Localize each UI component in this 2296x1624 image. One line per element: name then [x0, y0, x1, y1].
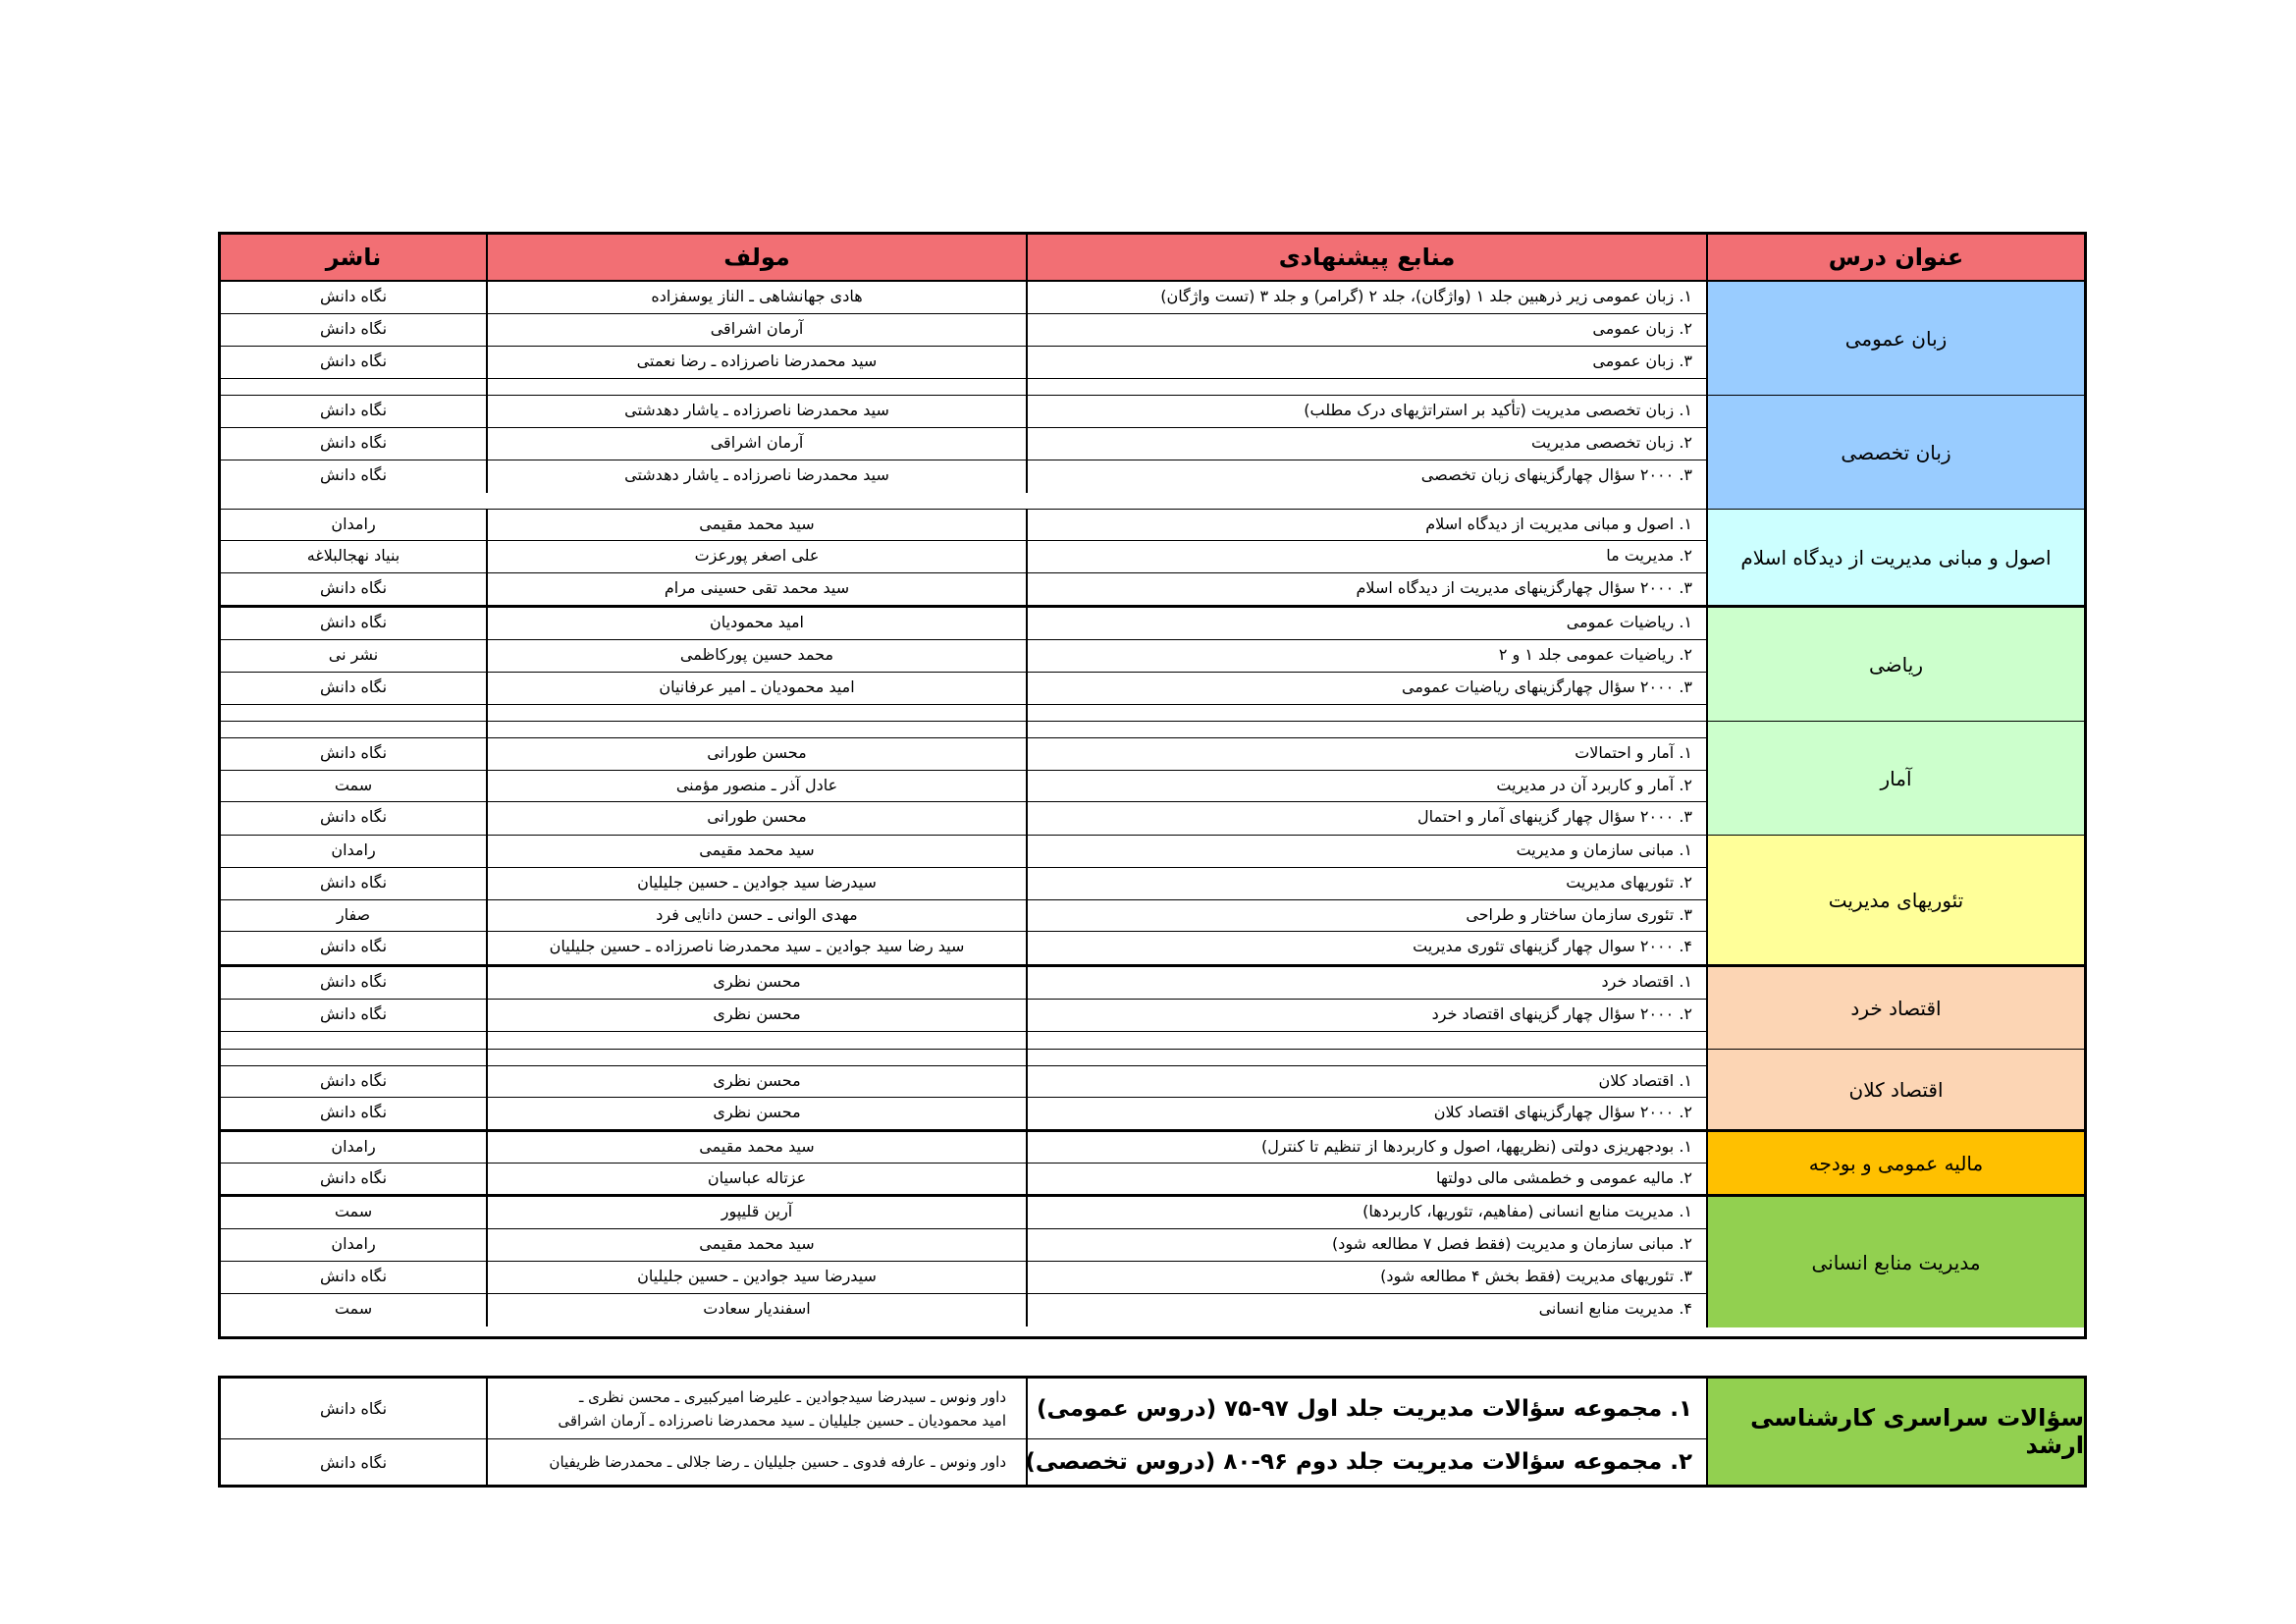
- cell-source: ۱. اصول و مبانی مدیریت از دیدگاه اسلام: [1026, 510, 1706, 540]
- cell-publisher: نگاه دانش: [319, 742, 388, 762]
- table-row: [221, 460, 1706, 493]
- table-row: [221, 673, 1706, 705]
- course-rows: [221, 722, 1706, 835]
- exam-row: [221, 1379, 1706, 1439]
- cell-author: امید محمودیان ـ امیر عرفانیان: [486, 673, 1026, 704]
- exam-table: [218, 1376, 2087, 1488]
- exam-publisher: نگاه دانش: [319, 1399, 388, 1418]
- cell-publisher: نگاه دانش: [319, 677, 388, 696]
- cell-source: ۱. اقتصاد خرد: [1026, 967, 1706, 999]
- exam-source: ۲. مجموعه سؤالات مدیریت جلد دوم ۹۶-۸۰ (دروس تخصصی): [1026, 1439, 1706, 1485]
- course-subject: زبان عمومی: [1706, 282, 2084, 395]
- course-subject: مدیریت منابع انسانی: [1706, 1197, 2084, 1327]
- cell-publisher: نگاه دانش: [319, 807, 388, 827]
- cell-source: ۳. تئوری سازمان ساختار و طراحی: [1026, 900, 1706, 932]
- cell-source: ۳. ۲۰۰۰ سؤال چهارگزینهای مدیریت از دیدگاه اسلام: [1026, 573, 1706, 605]
- sources-table: [218, 232, 2087, 1339]
- course-rows: [221, 396, 1706, 509]
- cell-author: محسن نظری: [486, 1066, 1026, 1097]
- cell-author: سید محمدرضا ناصرزاده ـ یاشار دهدشتی: [486, 460, 1026, 493]
- cell-publisher: نگاه دانش: [319, 1071, 388, 1091]
- cell-author: سیدرضا سید جوادین ـ حسین جلیلیان: [486, 1262, 1026, 1293]
- table-row: [221, 771, 1706, 803]
- course-group: [221, 722, 2084, 836]
- cell-author: سید محمد مقیمی: [486, 1229, 1026, 1261]
- empty-cell: [1026, 722, 1706, 737]
- cell-author: محمد حسین پورکاظمی: [486, 640, 1026, 672]
- empty-cell: [221, 1032, 486, 1049]
- cell-author: عزتاله عباسیان: [486, 1164, 1026, 1194]
- cell-source: ۲. ۲۰۰۰ سؤال چهار گزینهای اقتصاد خرد: [1026, 1000, 1706, 1031]
- spacer-row: [221, 379, 1706, 395]
- cell-author: سید رضا سید جوادین ـ سید محمدرضا ناصرزاده ـ حسین جلیلیان: [486, 932, 1026, 964]
- table-row: [221, 1262, 1706, 1294]
- cell-author: امید محمودیان: [486, 608, 1026, 639]
- course-group: [221, 1050, 2084, 1132]
- course-group: [221, 608, 2084, 722]
- cell-publisher: نگاه دانش: [319, 1103, 388, 1122]
- cell-author: سیدرضا سید جوادین ـ حسین جلیلیان: [486, 868, 1026, 899]
- cell-source: ۱. زبان تخصصی مدیریت (تأکید بر استراتژیهای درک مطلب): [1026, 396, 1706, 427]
- cell-author: سید محمدرضا ناصرزاده ـ رضا نعمتی: [486, 347, 1026, 378]
- cell-source: ۲. مدیریت ما: [1026, 541, 1706, 571]
- table-row: [221, 282, 1706, 314]
- course-rows: [221, 282, 1706, 395]
- table-row: [221, 1229, 1706, 1262]
- table-row: [221, 510, 1706, 541]
- course-subject: اقتصاد کلان: [1706, 1050, 2084, 1129]
- course-group: [221, 1132, 2084, 1197]
- exam-authors: [486, 1379, 1026, 1438]
- table-row: [221, 608, 1706, 640]
- table-row: [221, 836, 1706, 868]
- cell-publisher: رامدان: [331, 840, 376, 859]
- cell-publisher: نگاه دانش: [319, 972, 388, 991]
- exam-group: [221, 1379, 2084, 1485]
- course-rows: [221, 608, 1706, 721]
- empty-cell: [221, 1050, 486, 1065]
- course-rows: [221, 1197, 1706, 1327]
- spacer-row: [221, 1032, 1706, 1049]
- cell-source: ۲. زبان تخصصی مدیریت: [1026, 428, 1706, 460]
- exam-author-line: داور ونوس ـ عارفه فدوی ـ حسین جلیلیان ـ رضا جلالی ـ محمدرضا ظریفیان: [549, 1453, 1006, 1471]
- exam-source: ۱. مجموعه سؤالات مدیریت جلد اول ۹۷-۷۵ (دروس عمومی): [1026, 1379, 1706, 1438]
- cell-publisher: نشر نی: [328, 645, 379, 664]
- table-row: [221, 802, 1706, 835]
- course-subject: تئوریهای مدیریت: [1706, 836, 2084, 964]
- cell-author: علی اصغر پورعزت: [486, 541, 1026, 571]
- cell-publisher: سمت: [334, 1299, 373, 1318]
- table-row: [221, 1294, 1706, 1326]
- cell-publisher: نگاه دانش: [319, 1267, 388, 1285]
- cell-publisher: سمت: [334, 1202, 373, 1220]
- cell-publisher: نگاه دانش: [319, 577, 388, 597]
- course-subject: اقتصاد خرد: [1706, 967, 2084, 1049]
- empty-cell: [1026, 1050, 1706, 1065]
- course-subject: اصول و مبانی مدیریت از دیدگاه اسلام: [1706, 510, 2084, 605]
- exam-row: [221, 1439, 1706, 1485]
- table-row: [221, 900, 1706, 933]
- empty-cell: [221, 379, 486, 395]
- cell-publisher: نگاه دانش: [319, 465, 388, 484]
- cell-publisher: نگاه دانش: [319, 401, 388, 419]
- exam-subject: سؤالات سراسری کارشناسی ارشد: [1706, 1379, 2084, 1485]
- cell-source: ۴. مدیریت منابع انسانی: [1026, 1294, 1706, 1326]
- course-rows: [221, 510, 1706, 605]
- cell-publisher: نگاه دانش: [319, 613, 388, 631]
- cell-author: محسن طورانی: [486, 738, 1026, 770]
- cell-source: ۱. زبان عمومی زیر ذرهبین جلد ۱ (واژگان)، جلد ۲ (گرامر) و جلد ۳ (تست واژگان): [1026, 282, 1706, 313]
- cell-author: هادی جهانشاهی ـ الناز یوسفزاده: [486, 282, 1026, 313]
- cell-publisher: نگاه دانش: [319, 1004, 388, 1023]
- cell-publisher: رامدان: [331, 1137, 376, 1156]
- cell-source: ۴. ۲۰۰۰ سوال چهار گزینهای تئوری مدیریت: [1026, 932, 1706, 964]
- course-subject: ریاضی: [1706, 608, 2084, 721]
- cell-author: آرین قلیپور: [486, 1197, 1026, 1228]
- spacer-row: [221, 722, 1706, 738]
- empty-cell: [1026, 1032, 1706, 1049]
- empty-cell: [486, 705, 1026, 721]
- course-subject: زبان تخصصی: [1706, 396, 2084, 509]
- table-row: [221, 347, 1706, 379]
- empty-cell: [486, 379, 1026, 395]
- cell-author: سید محمد مقیمی: [486, 510, 1026, 540]
- cell-source: ۲. تئوریهای مدیریت: [1026, 868, 1706, 899]
- cell-source: ۳. ۲۰۰۰ سؤال چهارگزینهای ریاضیات عمومی: [1026, 673, 1706, 704]
- course-groups: [221, 282, 2084, 1327]
- cell-publisher: نگاه دانش: [319, 352, 388, 370]
- course-subject: مالیه عمومی و بودجه: [1706, 1132, 2084, 1194]
- cell-source: ۱. مدیریت منابع انسانی (مفاهیم، تئوریها، کاربردها): [1026, 1197, 1706, 1228]
- cell-author: عادل آذر ـ منصور مؤمنی: [486, 771, 1026, 802]
- cell-publisher: بنیاد نهجالبلاغه: [306, 546, 400, 566]
- cell-author: سید محمد مقیمی: [486, 1132, 1026, 1163]
- cell-source: ۳. ۲۰۰۰ سؤال چهارگزینهای زبان تخصصی: [1026, 460, 1706, 493]
- table-row: [221, 1197, 1706, 1229]
- cell-source: ۱. مبانی سازمان و مدیریت: [1026, 836, 1706, 867]
- cell-source: ۳. ۲۰۰۰ سؤال چهار گزینهای آمار و احتمال: [1026, 802, 1706, 835]
- cell-source: ۲. مبانی سازمان و مدیریت (فقط فصل ۷ مطالعه شود): [1026, 1229, 1706, 1261]
- exam-authors: [486, 1439, 1026, 1485]
- empty-cell: [1026, 705, 1706, 721]
- header-author: مولف: [486, 235, 1026, 280]
- table-row: [221, 314, 1706, 347]
- table-row: [221, 1066, 1706, 1098]
- course-rows: [221, 1050, 1706, 1129]
- table-row: [221, 967, 1706, 1000]
- cell-source: ۱. آمار و احتمالات: [1026, 738, 1706, 770]
- table-row: [221, 1098, 1706, 1129]
- header-publisher: ناشر: [325, 244, 382, 271]
- table-row: [221, 738, 1706, 771]
- course-group: [221, 967, 2084, 1050]
- table-row: [221, 573, 1706, 605]
- table-row: [221, 868, 1706, 900]
- table-row: [221, 932, 1706, 964]
- cell-source: ۱. اقتصاد کلان: [1026, 1066, 1706, 1097]
- table-row: [221, 428, 1706, 460]
- exam-author-line: داور ونوس ـ سیدرضا سیدجوادین ـ علیرضا امیرکبیری ـ محسن نظری ـ: [578, 1387, 1006, 1406]
- course-group: [221, 836, 2084, 967]
- empty-cell: [486, 1032, 1026, 1049]
- cell-publisher: نگاه دانش: [319, 872, 388, 892]
- course-rows: [221, 836, 1706, 964]
- cell-author: محسن طورانی: [486, 802, 1026, 835]
- cell-source: ۲. آمار و کاربرد آن در مدیریت: [1026, 771, 1706, 802]
- table-row: [221, 1000, 1706, 1032]
- cell-publisher: رامدان: [331, 514, 376, 533]
- empty-cell: [1026, 379, 1706, 395]
- cell-source: ۱. بودجهریزی دولتی (نظریهها، اصول و کاربردها از تنظیم تا کنترل): [1026, 1132, 1706, 1163]
- table-row: [221, 396, 1706, 428]
- cell-source: ۲. مالیه عمومی و خطمشی مالی دولتها: [1026, 1164, 1706, 1194]
- cell-author: محسن نظری: [486, 1000, 1026, 1031]
- cell-author: محسن نظری: [486, 967, 1026, 999]
- course-rows: [221, 1132, 1706, 1194]
- cell-author: آرمان اشراقی: [486, 428, 1026, 460]
- cell-source: ۳. تئوریهای مدیریت (فقط بخش ۴ مطالعه شود): [1026, 1262, 1706, 1293]
- cell-source: ۲. ریاضیات عمومی جلد ۱ و ۲: [1026, 640, 1706, 672]
- table-row: [221, 1164, 1706, 1194]
- cell-source: ۲. ۲۰۰۰ سؤال چهارگزینهای اقتصاد کلان: [1026, 1098, 1706, 1129]
- empty-cell: [221, 722, 486, 737]
- cell-publisher: نگاه دانش: [319, 287, 388, 305]
- cell-publisher: صفار: [336, 904, 371, 924]
- empty-cell: [486, 722, 1026, 737]
- table-header: [221, 235, 2084, 282]
- course-group: [221, 282, 2084, 396]
- empty-cell: [486, 1050, 1026, 1065]
- cell-publisher: رامدان: [331, 1234, 376, 1253]
- cell-author: سید محمدرضا ناصرزاده ـ یاشار دهدشتی: [486, 396, 1026, 427]
- cell-author: محسن نظری: [486, 1098, 1026, 1129]
- course-subject: آمار: [1706, 722, 2084, 835]
- table-row: [221, 541, 1706, 572]
- cell-publisher: نگاه دانش: [319, 937, 388, 956]
- cell-author: مهدی الوانی ـ حسن دانایی فرد: [486, 900, 1026, 932]
- spacer-row: [221, 1050, 1706, 1066]
- cell-publisher: نگاه دانش: [319, 433, 388, 452]
- table-row: [221, 1132, 1706, 1164]
- cell-author: سید محمد مقیمی: [486, 836, 1026, 867]
- cell-publisher: نگاه دانش: [319, 319, 388, 338]
- exam-author-line: امید محمودیان ـ حسین جلیلیان ـ سید محمدرضا ناصرزاده ـ آرمان اشراقی: [558, 1411, 1006, 1430]
- course-rows: [221, 967, 1706, 1049]
- empty-cell: [221, 705, 486, 721]
- cell-publisher: سمت: [334, 775, 373, 794]
- cell-publisher: نگاه دانش: [319, 1167, 388, 1187]
- exam-publisher: نگاه دانش: [319, 1452, 388, 1472]
- header-sources: منابع پیشنهادی: [1026, 235, 1706, 280]
- course-group: [221, 1197, 2084, 1327]
- course-group: [221, 396, 2084, 510]
- spacer-row: [221, 705, 1706, 721]
- course-group: [221, 510, 2084, 608]
- cell-author: اسفندیار سعادت: [486, 1294, 1026, 1326]
- header-subject: عنوان درس: [1706, 235, 2084, 280]
- cell-source: ۳. زبان عمومی: [1026, 347, 1706, 378]
- cell-source: ۲. زبان عمومی: [1026, 314, 1706, 346]
- exam-rows: [221, 1379, 1706, 1485]
- table-row: [221, 640, 1706, 673]
- cell-author: سید محمد تقی حسینی مرام: [486, 573, 1026, 605]
- cell-source: ۱. ریاضیات عمومی: [1026, 608, 1706, 639]
- cell-author: آرمان اشراقی: [486, 314, 1026, 346]
